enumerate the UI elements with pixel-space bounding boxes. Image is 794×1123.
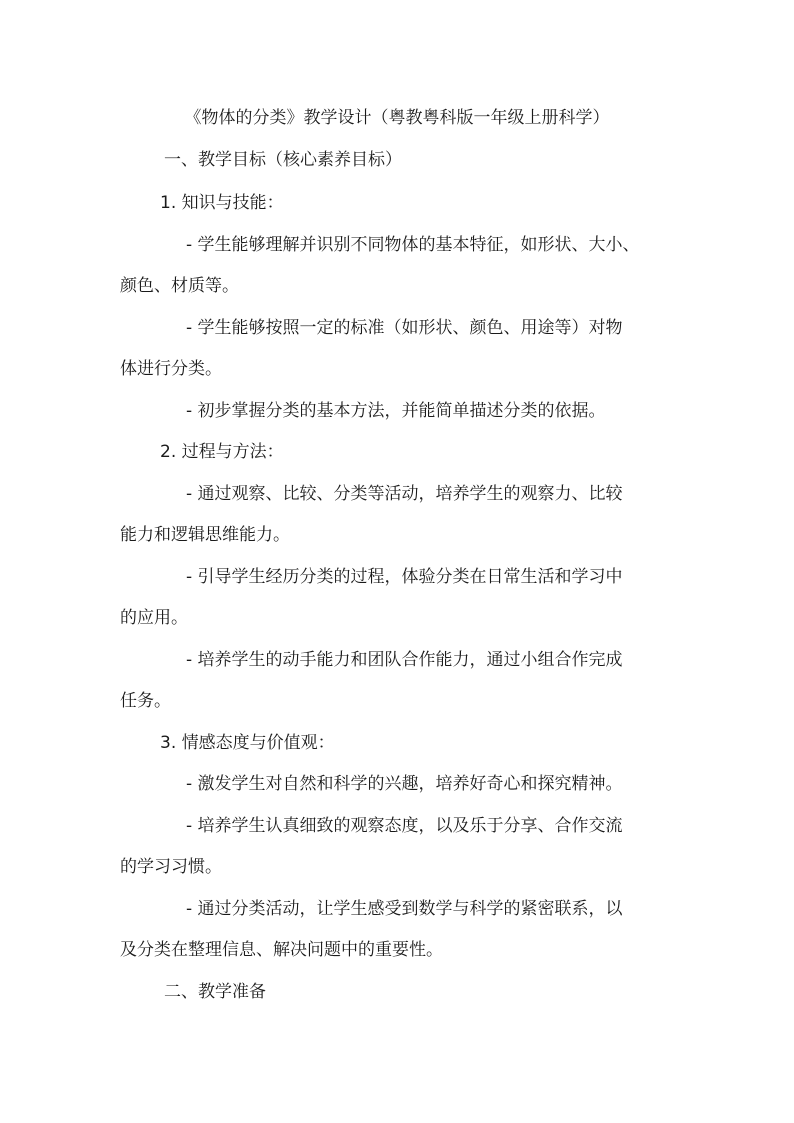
list-item-continuation: 能力和逻辑思维能力。: [120, 525, 290, 545]
list-item: - 激发学生对自然和科学的兴趣，培养好奇心和探究精神。: [186, 774, 623, 794]
list-item: - 通过分类活动，让学生感受到数学与科学的紧密联系，以: [186, 899, 623, 919]
list-item-continuation: 的应用。: [120, 608, 188, 628]
list-item: - 学生能够按照一定的标准（如形状、颜色、用途等）对物: [186, 318, 623, 338]
list-item: - 学生能够理解并识别不同物体的基本特征，如形状、大小、: [186, 235, 640, 255]
list-item: - 培养学生的动手能力和团队合作能力，通过小组合作完成: [186, 650, 623, 670]
list-item-continuation: 及分类在整理信息、解决问题中的重要性。: [120, 940, 443, 960]
document-title: 《物体的分类》教学设计（粤教粤科版一年级上册科学）: [184, 108, 610, 128]
subheading-emotion-values: 3. 情感态度与价值观：: [160, 733, 335, 753]
list-item: - 培养学生认真细致的观察态度，以及乐于分享、合作交流: [186, 816, 623, 836]
list-item: - 引导学生经历分类的过程，体验分类在日常生活和学习中: [186, 567, 623, 587]
section-heading-objectives: 一、教学目标（核心素养目标）: [164, 150, 402, 170]
list-item-continuation: 颜色、材质等。: [120, 276, 239, 296]
list-item: - 通过观察、比较、分类等活动，培养学生的观察力、比较: [186, 484, 623, 504]
list-item: - 初步掌握分类的基本方法，并能简单描述分类的依据。: [186, 401, 606, 421]
subheading-process-methods: 2. 过程与方法：: [160, 442, 284, 462]
list-item-continuation: 的学习习惯。: [120, 857, 222, 877]
list-item-continuation: 任务。: [120, 691, 171, 711]
list-item-continuation: 体进行分类。: [120, 359, 222, 379]
section-heading-preparation: 二、教学准备: [164, 982, 266, 1002]
subheading-knowledge-skills: 1. 知识与技能：: [160, 193, 284, 213]
